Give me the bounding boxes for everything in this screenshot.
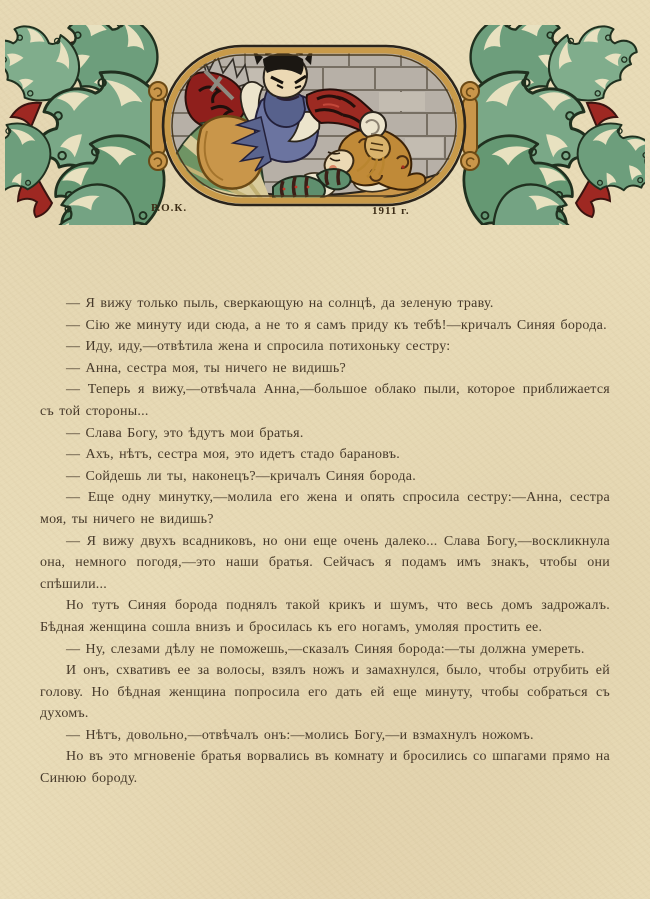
- paragraph: — Сойдешь ли ты, наконецъ?—кричалъ Синяя борода.: [66, 468, 416, 484]
- medallion: [162, 33, 465, 207]
- ornament-right: [445, 25, 645, 225]
- story-text: [40, 293, 610, 790]
- paragraph: — Сію же минуту иди сюда, а не то я самъ приду къ тебѣ!—кричалъ Синяя борода.: [66, 317, 607, 333]
- grabbing-hand: [365, 135, 390, 160]
- paragraph: Но въ это мгновеніе братья ворвались въ комнату и бросились со шпагами прямо на Синюю бороду.: [40, 749, 610, 787]
- paragraph: — Я вижу только пыль, сверкающую на солнцѣ, да зеленую траву.: [66, 296, 494, 311]
- paragraph: Но тутъ Синяя борода поднялъ такой крикъ и шумъ, что весь домъ задрожалъ. Бѣдная женщина сошла внизъ и бросилась къ его ногамъ, умоляя простить ее.: [40, 598, 610, 635]
- bluebeard-headpiece-art: [5, 25, 645, 225]
- headpiece-illustration: [5, 25, 645, 225]
- illustration-year: 1911 г.: [372, 205, 410, 217]
- paragraph: — Я вижу двухъ всадниковъ, но они еще очень далеко... Слава Богу,—воскликнула она, немного погодя,—это наши братья. Сейчасъ я подамъ имъ знакъ, чтобы они спѣшили...: [40, 533, 610, 592]
- paragraph: — Теперь я вижу,—отвѣчала Анна,—большое облако пыли, которое приближается съ той стороны...: [40, 382, 610, 419]
- ornament-left: [5, 25, 183, 225]
- paragraph: И онъ, схвативъ ее за волосы, взялъ ножъ и замахнулся, было, чтобы отрубить ей голову. Но бѣдная женщина попросила его дать ей еще минуту, чтобы собраться съ духомъ.: [40, 663, 610, 722]
- paragraph: — Анна, сестра моя, ты ничего не видишь?: [66, 360, 346, 376]
- paragraph: — Ну, слезами дѣлу не поможешь,—сказалъ Синяя борода:—ты должна умереть.: [66, 641, 585, 657]
- paragraph: — Еще одну минутку,—молила его жена и опять спросила сестру:—Анна, сестра моя, ты ничего не видишь?: [40, 490, 610, 527]
- paragraph: — Иду, иду,—отвѣтила жена и спросила потихоньку сестру:: [66, 339, 451, 355]
- paragraph: — Нѣтъ, довольно,—отвѣчалъ онъ:—молись Богу,—и взмахнулъ ножомъ.: [66, 727, 534, 743]
- paragraph: — Слава Богу, это ѣдутъ мои братья.: [66, 425, 304, 441]
- paragraph: — Ахъ, нѣтъ, сестра моя, это идетъ стадо барановъ.: [66, 447, 400, 463]
- artist-signature: Р.О.К.: [151, 202, 188, 214]
